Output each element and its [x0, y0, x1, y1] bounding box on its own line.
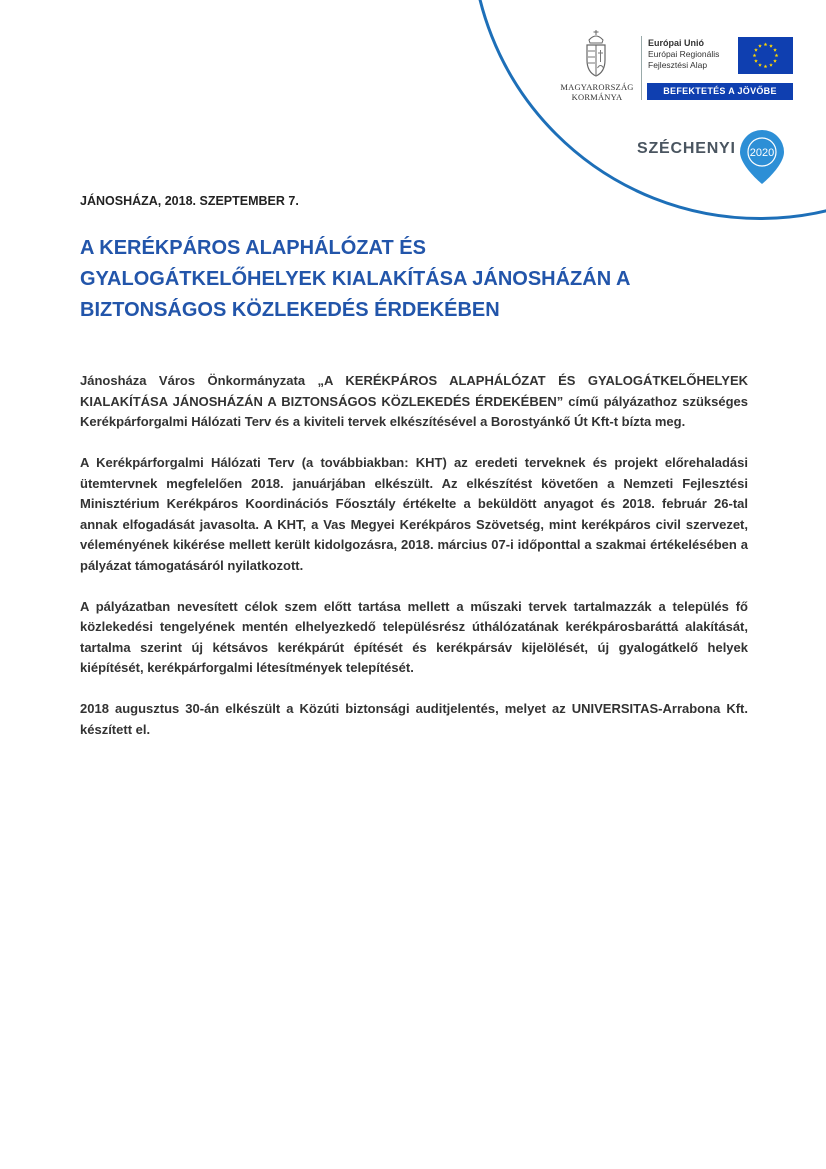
document-title	[80, 233, 760, 326]
invest-banner: BEFEKTETÉS A JÖVŐBE	[647, 83, 793, 100]
eu-fund-line-2: Fejlesztési Alap	[648, 60, 708, 70]
eu-fund-text	[648, 38, 719, 71]
program-name: SZÉCHENYI	[637, 140, 736, 157]
program-year: 2020	[749, 147, 775, 159]
hungarian-coat-of-arms-icon	[583, 28, 609, 78]
eu-fund-line-1: Európai Regionális	[648, 49, 720, 59]
location-pin-icon	[737, 128, 787, 186]
title-line: GYALOGÁTKELŐHELYEK KIALAKÍTÁSA JÁNOSHÁZÁN A	[80, 268, 631, 290]
document-body	[80, 371, 748, 761]
eu-title: Európai Unió	[648, 38, 704, 48]
logo-divider	[641, 36, 642, 100]
paragraph: A Kerékpárforgalmi Hálózati Terv (a továbbiakban: KHT) az eredeti terveknek és projekt előrehaladási ütemtervnek megfelelően 2018. januárjában elkészült. Az elkészítést követően a Nemzeti Fejlesztési Minisztérium Kerékpáros Koordinációs Főosztály értékelte a beküldött anyagot és 2018. február 26-tal annak elfogadását javasolta. A KHT, a Vas Megyei Kerékpáros Szövetség, mint kerékpáros civil szervezet, véleményének kikérése mellett került kidolgozásra, 2018. március 07-i időponttal a szakmai értékelésében a pályázat támogatásáról nyilatkozott.	[80, 455, 748, 573]
dateline: JÁNOSHÁZA, 2018. SZEPTEMBER 7.	[80, 194, 299, 208]
government-name: MAGYARORSZÁG KORMÁNYA	[560, 82, 634, 102]
decorative-arc	[470, 0, 826, 220]
paragraph: 2018 augusztus 30-án elkészült a Közúti biztonsági auditjelentés, melyet az UNIVERSITAS-Arrabona Kft. készített el.	[80, 701, 748, 737]
paragraph: A pályázatban nevesített célok szem előtt tartása mellett a műszaki tervek tartalmazzák a település fő közlekedési tengelyének mentén elhelyezkedő településrész úthálózatának kerékpárosbaráttá alakítását, tartalma szerint új kétsávos kerékpárút építését és kerékpársáv kijelölését, új gyalogátkelő helyek kiépítését, kerékpárforgalmi létesítmények telepítését.	[80, 598, 748, 675]
paragraph: Jánosháza Város Önkormányzata „A KERÉKPÁROS ALAPHÁLÓZAT ÉS GYALOGÁTKELŐHELYEK KIALAKÍTÁSA JÁNOSHÁZÁN A BIZTONSÁGOS KÖZLEKEDÉS ÉRDEKÉBEN” című pályázathoz szükséges Kerékpárforgalmi Hálózati Terv és a kiviteli tervek elkészítésével a Borostyánkő Út Kft-t bízta meg.	[80, 373, 748, 429]
title-line: BIZTONSÁGOS KÖZLEKEDÉS ÉRDEKÉBEN	[80, 299, 500, 321]
title-line: A KERÉKPÁROS ALAPHÁLÓZAT ÉS	[80, 237, 426, 259]
eu-flag-icon	[738, 37, 793, 74]
